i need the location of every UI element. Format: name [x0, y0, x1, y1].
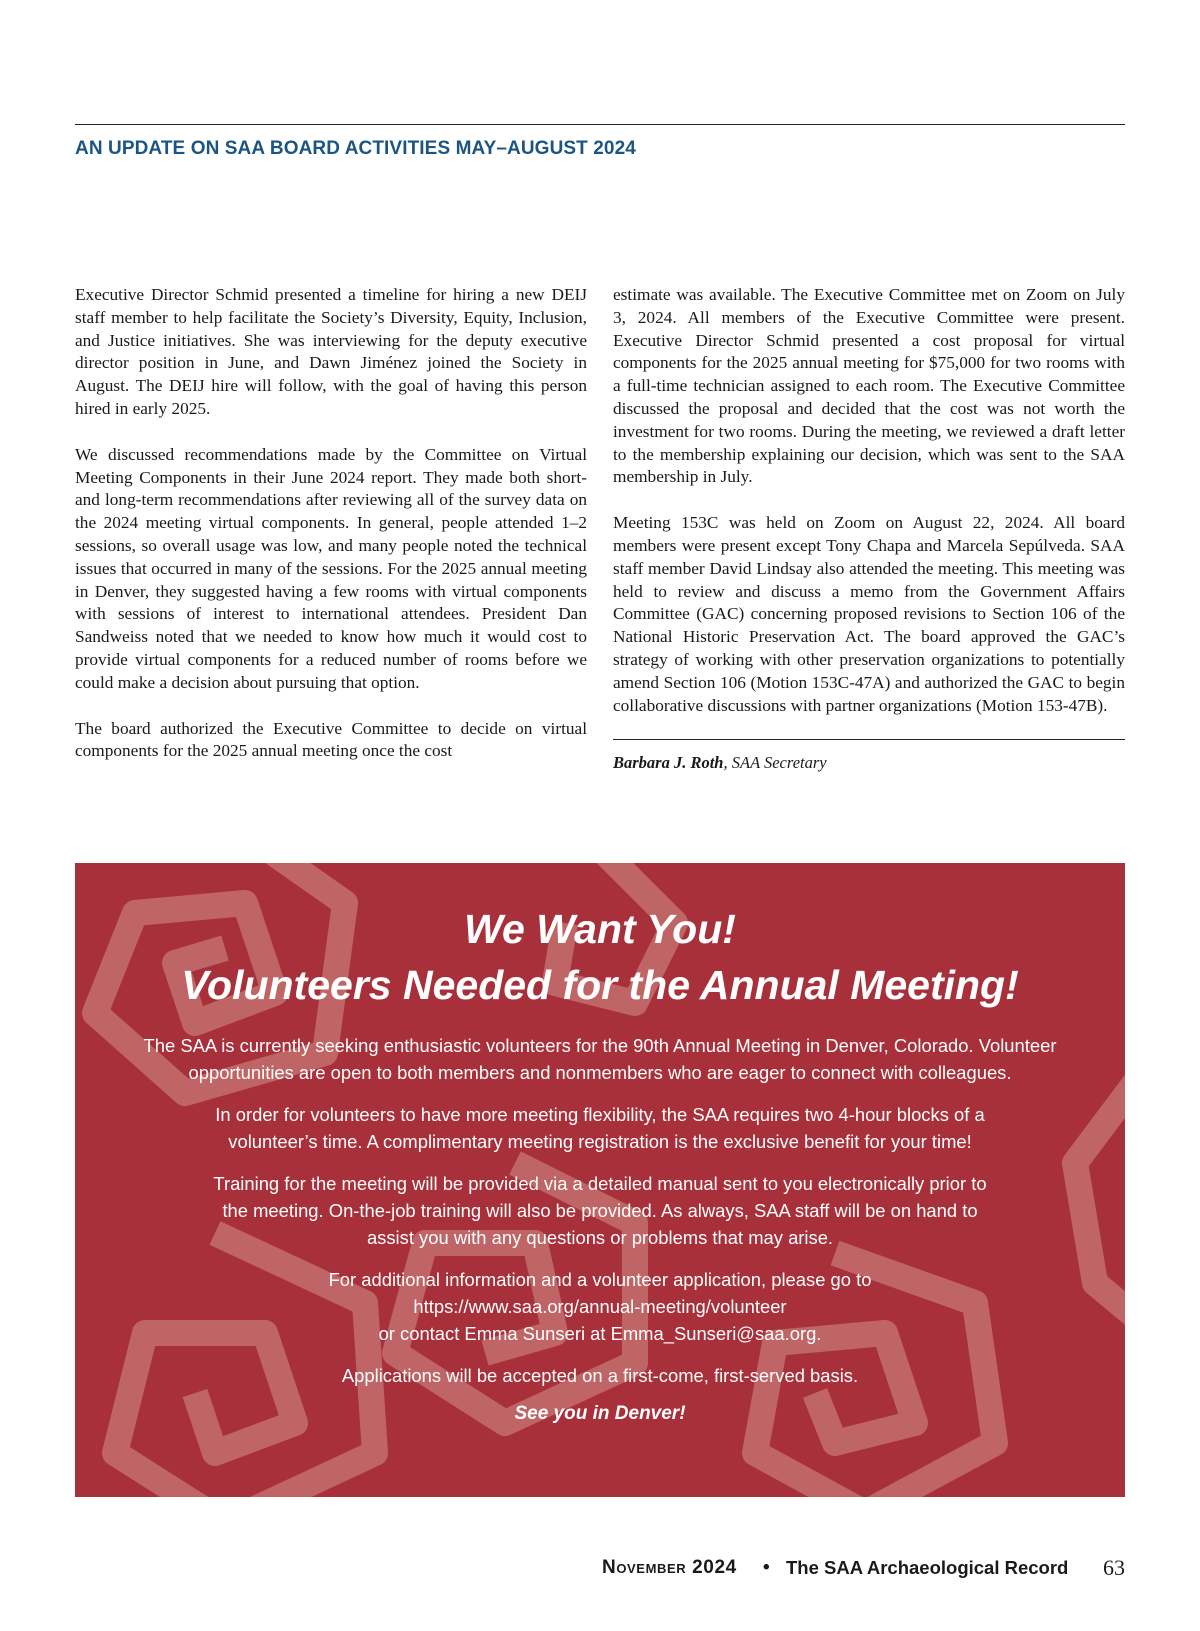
ad-title [75, 901, 1125, 1013]
article-right-column [613, 284, 1125, 775]
signature-rule [613, 739, 1125, 740]
ad-paragraph: The SAA is currently seeking enthusiastic volunteers for the 90th Annual Meeting in Denver, Colorado. Volunteer opportunities are open to both members and nonmembers who are eager to connect with colleagues. [143, 1035, 1057, 1083]
volunteer-ad [75, 863, 1125, 1497]
footer-publication-title: The SAA Archaeological Record [786, 1557, 1069, 1578]
ad-title-line-1: We Want You! [464, 906, 736, 952]
section-heading: AN UPDATE ON SAA BOARD ACTIVITIES MAY–AUGUST 2024 [75, 138, 636, 159]
ad-info-intro: For additional information and a volunteer application, please go to [328, 1269, 872, 1290]
article-left-column [75, 284, 587, 763]
ad-content [75, 863, 1125, 1425]
ad-paragraph: Applications will be accepted on a first-come, first-served basis. [341, 1365, 859, 1386]
footer-bullet: • [763, 1557, 770, 1578]
article-paragraph: estimate was available. The Executive Committee met on Zoom on July 3, 2024. All members of the Executive Committee were present. Executive Director Schmid presented a cost proposal for virtual components for the 2025 annual meeting for $75,000 for two rooms with a full-time technician assigned to each room. The Executive Committee discussed the proposal and decided that the cost was not worth the investment for two rooms. During the meeting, we reviewed a draft letter to the membership explaining our decision, which was sent to the SAA membership in July. [613, 285, 1125, 487]
article-paragraph: Meeting 153C was held on Zoom on August 22, 2024. All board members were present except Tony Chapa and Marcela Sepúlveda. SAA staff member David Lindsay also attended the meeting. This meeting was held to review and discuss a memo from the Government Affairs Committee (GAC) concerning proposed revisions to Section 106 of the National Historic Preservation Act. The board approved the GAC’s strategy of working with other preservation organizations to potentially amend Section 106 (Motion 153C-47A) and authorized the GAC to begin collaborative discussions with partner organizations (Motion 153-47B). [613, 513, 1125, 715]
contact-email-text: or contact Emma Sunseri at Emma_Sunseri@saa.org. [378, 1323, 822, 1344]
volunteer-url-link[interactable]: https://www.saa.org/annual-meeting/volunteer [413, 1296, 787, 1317]
ad-title-line-2: Volunteers Needed for the Annual Meeting! [181, 962, 1019, 1008]
article-paragraph: The board authorized the Executive Committee to decide on virtual components for the 2025 annual meeting once the cost [75, 718, 587, 761]
top-rule [75, 124, 1125, 125]
article-paragraph: We discussed recommendations made by the Committee on Virtual Meeting Components in their June 2024 report. They made both short- and long-term recommendations after reviewing all of the survey data on the 2024 meeting virtual components. In general, people attended 1–2 sessions, so overall usage was low, and many people noted the technical issues that occurred in many of the sessions. For the 2025 annual meeting in Denver, they suggested having a few rooms with virtual components with sessions of interest to international attendees. President Dan Sandweiss noted that we needed to know how much it would cost to provide virtual components for a reduced number of rooms before we could make a decision about pursuing that option. [75, 444, 587, 692]
footer-issue-date: November 2024 [602, 1557, 737, 1578]
signature-name: Barbara J. Roth [613, 753, 724, 773]
ad-paragraph [75, 1266, 1125, 1347]
page-footer [600, 1555, 1125, 1583]
signature [613, 752, 1125, 775]
article-paragraph: Executive Director Schmid presented a timeline for hiring a new DEIJ staff member to help facilitate the Society’s Diversity, Equity, Inclusion, and Justice initiatives. She was interviewing for the deputy executive director position in June, and Dawn Jiménez joined the Society in August. The DEIJ hire will follow, with the goal of having this person hired in early 2025. [75, 285, 587, 418]
signature-role: , SAA Secretary [723, 753, 827, 773]
ad-closing: See you in Denver! [514, 1403, 686, 1424]
ad-paragraph: In order for volunteers to have more meeting flexibility, the SAA requires two 4-hour blocks of a volunteer’s time. A complimentary meeting registration is the exclusive benefit for your time! [215, 1104, 985, 1152]
ad-paragraph: Training for the meeting will be provided via a detailed manual sent to you electronically prior to the meeting. On-the-job training will also be provided. As always, SAA staff will be on hand to assist you with any questions or problems that may arise. [213, 1173, 987, 1248]
page-number: 63 [1103, 1555, 1125, 1580]
